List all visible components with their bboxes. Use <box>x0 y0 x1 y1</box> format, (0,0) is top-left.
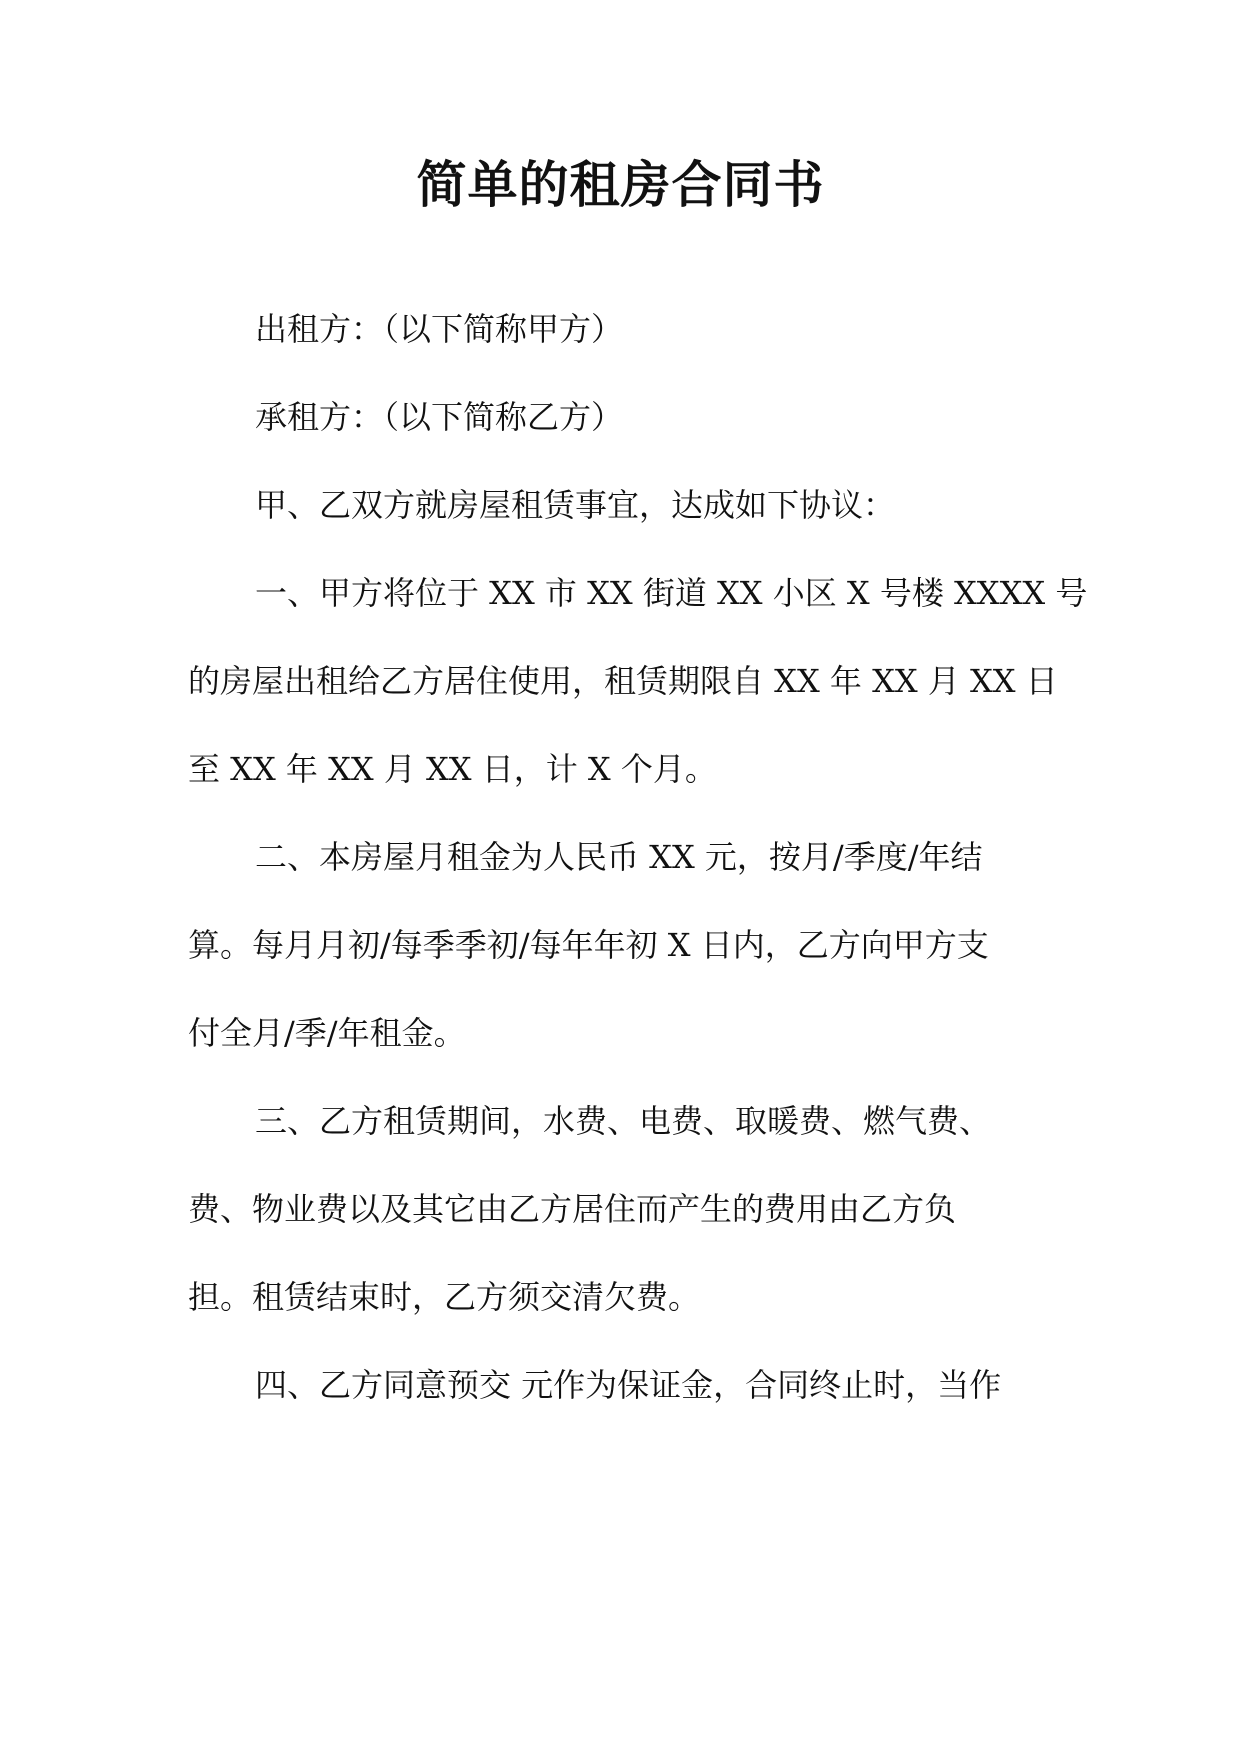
clause-1-line-1: 一、甲方将位于 XX 市 XX 街道 XX 小区 X 号楼 XXXX 号 <box>255 574 1088 612</box>
document-title: 简单的租房合同书 <box>416 156 825 214</box>
clause-2-line-2: 算。每月月初/每季季初/每年年初 X 日内，乙方向甲方支 <box>188 926 989 964</box>
clause-2-line-3: 付全月/季/年租金。 <box>188 1014 466 1052</box>
clause-4-line-1: 四、乙方同意预交 元作为保证金，合同终止时，当作 <box>255 1366 1002 1404</box>
agreement-intro-line: 甲、乙双方就房屋租赁事宜，达成如下协议： <box>255 486 896 524</box>
clause-1-line-2: 的房屋出租给乙方居住使用，租赁期限自 XX 年 XX 月 XX 日 <box>188 662 1058 700</box>
clause-3-line-2: 费、物业费以及其它由乙方居住而产生的费用由乙方负 <box>188 1190 957 1228</box>
party-lessee-line: 承租方：（以下简称乙方） <box>255 398 624 436</box>
clause-1-line-3: 至 XX 年 XX 月 XX 日，计 X 个月。 <box>188 750 717 788</box>
clause-3-line-3: 担。租赁结束时，乙方须交清欠费。 <box>188 1278 701 1316</box>
party-lessor-line: 出租方：（以下简称甲方） <box>255 310 624 348</box>
clause-3-line-1: 三、乙方租赁期间，水费、电费、取暖费、燃气费、 <box>255 1102 992 1140</box>
clause-2-line-1: 二、本房屋月租金为人民币 XX 元，按月/季度/年结 <box>255 838 983 876</box>
